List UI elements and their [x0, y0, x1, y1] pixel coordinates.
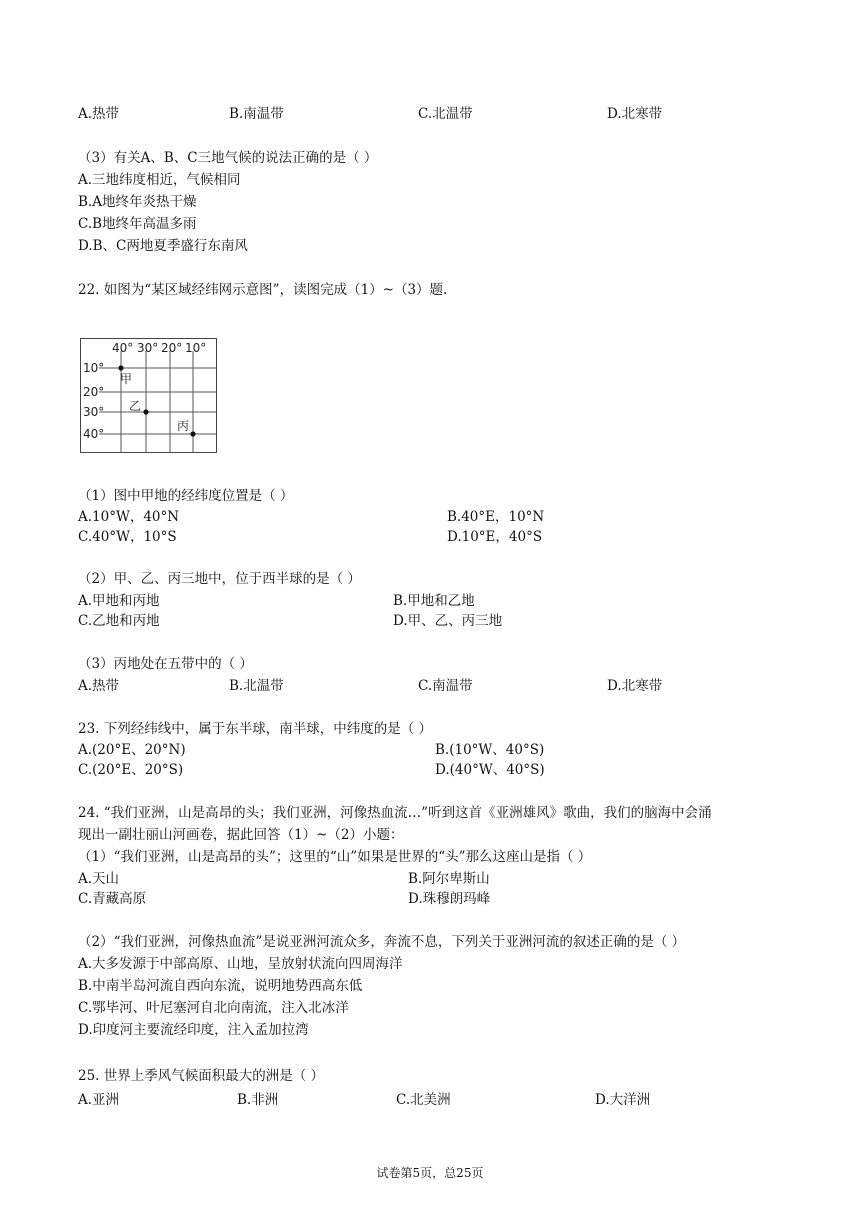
q24-2-option-d: D.印度河主要流经印度，注入孟加拉湾 [78, 1022, 309, 1038]
option-d: D.(40°W、40°S) [435, 762, 545, 778]
point-bing-label: 丙 [177, 419, 190, 433]
option-c: C.(20°E、20°S) [78, 762, 184, 778]
option-c: C.乙地和丙地 [78, 613, 160, 629]
page-footer: 试卷第5页，总25页 [376, 1166, 484, 1180]
option-d: D.大洋洲 [595, 1092, 651, 1108]
q24-stem-line1: 24. “我们亚洲，山是高昂的头；我们亚洲，河像热血流…”听到这首《亚洲雄风》歌曲，我们的脑海中会涌 [78, 805, 712, 821]
q24-2-option-b: B.中南半岛河流自西向东流，说明地势西高东低 [78, 978, 363, 994]
graticule-figure [80, 338, 217, 453]
q23-stem: 23. 下列经纬线中，属于东半球，南半球，中纬度的是（ ） [78, 721, 433, 737]
q21-3-option-b: B.A地终年炎热干燥 [78, 194, 197, 210]
q21-3-option-c: C.B地终年高温多雨 [78, 216, 197, 232]
point-jia-marker [118, 365, 123, 370]
point-bing-marker [190, 431, 195, 436]
option-b: B.南温带 [229, 106, 284, 122]
q21-2-options [0, 104, 860, 124]
q22-stem: 22. 如图为“某区域经纬网示意图”，读图完成（1）~（3）题. [78, 282, 448, 298]
left-label-1: 20° [83, 385, 105, 399]
q21-3-option-a: A.三地纬度相近，气候相同 [78, 172, 241, 188]
option-c: C.40°W，10°S [78, 529, 177, 545]
q24-2-option-a: A.大多发源于中部高原、山地，呈放射状流向四周海洋 [78, 956, 403, 972]
option-d: D.北寒带 [607, 106, 663, 122]
left-label-2: 30° [83, 405, 105, 419]
q22-1-options-row2 [0, 527, 860, 547]
q23-options-row2 [0, 760, 860, 780]
q21-3-option-d: D.B、C两地夏季盛行东南风 [78, 238, 248, 254]
q22-1-stem: （1）图中甲地的经纬度位置是（ ） [78, 488, 294, 504]
option-c: C.北美洲 [396, 1092, 451, 1108]
option-b: B.甲地和乙地 [393, 593, 475, 609]
option-c: C.青藏高原 [78, 891, 147, 907]
q22-1-options-row1 [0, 507, 860, 527]
q22-2-options-row1 [0, 591, 860, 611]
q25-options [0, 1090, 860, 1110]
point-yi-marker [143, 409, 148, 414]
top-label-2: 20° [161, 341, 183, 355]
q24-1-options-row1 [0, 869, 860, 889]
option-d: D.甲、乙、丙三地 [393, 613, 503, 629]
option-b: B.(10°W、40°S) [435, 742, 545, 758]
option-a: A.甲地和丙地 [78, 593, 160, 609]
option-a: A.10°W，40°N [78, 509, 180, 525]
q22-3-stem: （3）丙地处在五带中的（ ） [78, 656, 253, 672]
top-label-1: 30° [137, 341, 159, 355]
q24-1-options-row2 [0, 889, 860, 909]
left-label-0: 10° [83, 361, 105, 375]
option-a: A.(20°E、20°N) [78, 742, 186, 758]
option-a: A.天山 [78, 871, 120, 887]
q24-2-option-c: C.鄂毕河、叶尼塞河自北向南流，注入北冰洋 [78, 1000, 349, 1016]
left-label-3: 40° [83, 427, 105, 441]
option-b: B.北温带 [229, 678, 284, 694]
option-d: D.10°E，40°S [447, 529, 543, 545]
q22-3-options [0, 676, 860, 696]
q24-2-stem: （2）“我们亚洲，河像热血流”是说亚洲河流众多，奔流不息，下列关于亚洲河流的叙述正确的是（ ） [78, 934, 686, 950]
option-c: C.北温带 [418, 106, 473, 122]
option-d: D.北寒带 [607, 678, 663, 694]
graticule-svg [81, 339, 216, 452]
option-a: A.热带 [78, 106, 120, 122]
q22-2-stem: （2）甲、乙、丙三地中，位于西半球的是（ ） [78, 571, 361, 587]
option-b: B.40°E，10°N [447, 509, 545, 525]
q24-1-stem: （1）“我们亚洲，山是高昂的头”；这里的“山”如果是世界的“头”那么这座山是指（ ） [78, 849, 592, 865]
option-d: D.珠穆朗玛峰 [408, 891, 491, 907]
q25-stem: 25. 世界上季风气候面积最大的洲是（ ） [78, 1068, 325, 1084]
point-jia-label: 甲 [120, 372, 133, 386]
option-b: B.非洲 [237, 1092, 279, 1108]
q23-options-row1 [0, 740, 860, 760]
option-b: B.阿尔卑斯山 [408, 871, 490, 887]
option-a: A.亚洲 [78, 1092, 120, 1108]
q21-3-stem: （3）有关A、B、C三地气候的说法正确的是（ ） [78, 150, 378, 166]
option-a: A.热带 [78, 678, 120, 694]
q24-stem-line2: 现出一副壮丽山河画卷，据此回答（1）~（2）小题： [78, 827, 404, 843]
q22-2-options-row2 [0, 611, 860, 631]
top-label-0: 40° [112, 341, 134, 355]
option-c: C.南温带 [418, 678, 473, 694]
point-yi-label: 乙 [129, 399, 142, 413]
top-label-3: 10° [185, 341, 207, 355]
